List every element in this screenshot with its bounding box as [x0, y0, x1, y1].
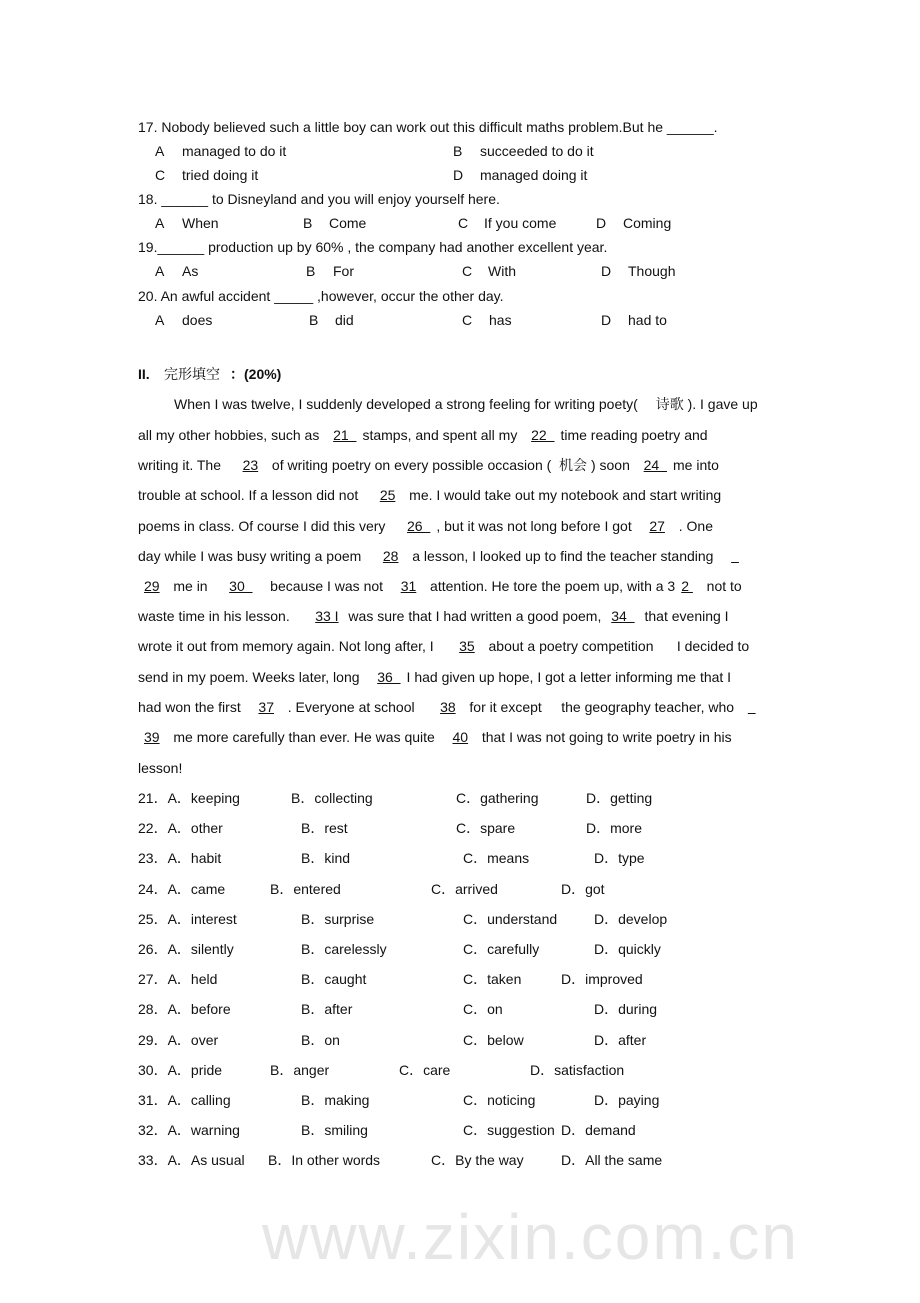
passage-text: attention. He tore the poem up, with a 3: [422, 578, 676, 594]
blank-cont: [725, 548, 745, 564]
blank-26: 26: [407, 518, 431, 534]
answer-option: D．during: [594, 1001, 658, 1018]
answer-option: D．All the same: [561, 1152, 663, 1169]
answer-option: D．paying: [594, 1092, 660, 1108]
passage-text: waste time in his lesson.: [138, 608, 310, 624]
passage-line: [138, 637, 749, 655]
answer-option: C．spare: [456, 820, 516, 837]
option-letter: A: [155, 215, 165, 231]
blank-37: 37: [258, 699, 274, 715]
option-letter: A: [155, 143, 165, 159]
blank-23: 23: [242, 457, 259, 473]
passage-text: send in my poem. Weeks later, long: [138, 669, 372, 685]
option-text: managed to do it: [182, 143, 287, 159]
option-text: did: [335, 312, 354, 328]
passage-text: me. I would take out my notebook and start writing: [401, 487, 722, 503]
blank-35: 35: [459, 638, 475, 654]
passage-line: [138, 759, 182, 777]
passage-text: for it except the geography teacher, who: [461, 699, 742, 715]
passage-text: that evening I: [640, 608, 729, 624]
answer-option: D．develop: [594, 910, 668, 927]
question-stem: 18. ______ to Disneyland and you will enjoy yourself here.: [138, 191, 500, 207]
blank-36: 36: [377, 669, 401, 685]
blank-24: 24: [643, 457, 667, 473]
answer-item: 31．A．calling: [138, 1092, 231, 1108]
answer-option: D．improved: [561, 971, 643, 988]
answer-option: B．rest: [301, 820, 348, 837]
blank-39: 39: [144, 729, 160, 745]
answer-option: D．after: [594, 1031, 647, 1048]
answer-option: C．taken: [463, 971, 522, 988]
option-letter: B: [306, 263, 316, 279]
option-letter: C: [462, 312, 473, 328]
question-stem: 20. An awful accident _____ ,however, occur the other day.: [138, 288, 504, 304]
option-letter: D: [601, 312, 612, 328]
option-text: does: [182, 312, 213, 328]
section-score: ：(20%): [230, 366, 282, 382]
passage-text: lesson!: [138, 760, 183, 776]
blank-33 I: 33 I: [315, 608, 339, 624]
option-letter: D: [453, 167, 464, 183]
option-letter: A: [155, 263, 165, 279]
answer-option: C．By the way: [431, 1152, 524, 1169]
answer-item: 21．A．keeping: [138, 790, 240, 806]
answer-option: B．collecting: [291, 790, 373, 806]
blank-34: 34: [611, 608, 635, 624]
passage-text: writing it. The: [138, 457, 237, 473]
option-text: tried doing it: [182, 167, 259, 183]
passage-line: [174, 395, 758, 413]
answer-option: D．getting: [586, 790, 653, 806]
option-text: With: [488, 263, 516, 279]
option-text: Come: [329, 215, 367, 231]
passage-text: all my other hobbies, such as: [138, 427, 328, 443]
blank-cont: [742, 699, 762, 715]
passage-text: , but it was not long before I got: [436, 518, 644, 534]
option-letter: C: [462, 263, 473, 279]
section-title: 完形填空: [164, 366, 220, 382]
answer-option: C．suggestion: [463, 1122, 555, 1139]
answer-option: B．surprise: [301, 910, 375, 927]
passage-text: about a poetry competition I decided to: [480, 638, 750, 654]
answer-item: 26．A．silently: [138, 941, 234, 957]
answer-item: 33．A．As usual: [138, 1152, 245, 1169]
answer-option: D．type: [594, 850, 645, 867]
option-text: had to: [628, 312, 667, 328]
passage-text: day while I was busy writing a poem: [138, 548, 377, 564]
answer-option: D．satisfaction: [530, 1061, 625, 1078]
option-text: For: [333, 263, 354, 279]
passage-line: [138, 426, 708, 444]
answer-item: 28．A．before: [138, 1001, 231, 1018]
passage-text: . One: [670, 518, 713, 534]
passage-text: had won the first: [138, 699, 253, 715]
passage-text: I had given up hope, I got a letter informing me that I: [406, 669, 732, 685]
answer-option: C．carefully: [463, 941, 540, 957]
option-letter: D: [601, 263, 612, 279]
answer-item: 32．A．warning: [138, 1122, 240, 1139]
blank-31: 31: [400, 578, 417, 594]
option-text: As: [182, 263, 199, 279]
passage-text: me more carefully than ever. He was quite: [165, 729, 447, 745]
option-letter: B: [309, 312, 319, 328]
section-number: II.: [138, 366, 150, 382]
passage-text: . Everyone at school: [279, 699, 435, 715]
passage-text: me in: [165, 578, 224, 594]
answer-item: 27．A．held: [138, 971, 218, 988]
passage-line: [138, 607, 729, 625]
answer-option: C．on: [463, 1001, 503, 1018]
question-stem: 19.______ production up by 60% , the company had another excellent year.: [138, 239, 608, 255]
answer-item: 29．A．over: [138, 1031, 219, 1048]
answer-option: B．caught: [301, 971, 367, 988]
passage-text: wrote it out from memory again. Not long after, I: [138, 638, 454, 654]
answer-option: B．smiling: [301, 1122, 368, 1139]
blank-28: 28: [382, 548, 399, 564]
passage-line: [138, 577, 742, 595]
watermark: www.zixin.com.cn: [262, 1201, 799, 1273]
option-letter: A: [155, 312, 165, 328]
answer-option: B．kind: [301, 850, 351, 867]
option-text: managed doing it: [480, 167, 588, 183]
blank-25: 25: [379, 487, 396, 503]
passage-text: was sure that I had written a good poem,: [344, 608, 606, 624]
answer-option: C．arrived: [431, 880, 498, 897]
blank-2: 2: [681, 578, 693, 594]
passage-line: [138, 668, 731, 686]
answer-option: B．making: [301, 1092, 370, 1108]
blank-38: 38: [440, 699, 456, 715]
answer-option: B．after: [301, 1001, 353, 1018]
option-letter: C: [458, 215, 469, 231]
passage-text: that I was not going to write poetry in his: [474, 729, 732, 745]
passage-line: [138, 547, 745, 565]
answer-option: D．demand: [561, 1122, 636, 1139]
answer-option: C．understand: [463, 910, 558, 927]
passage-text: poems in class. Of course I did this very: [138, 518, 401, 534]
answer-item: 25．A．interest: [138, 910, 237, 927]
passage-text: me into: [673, 457, 719, 473]
passage-text: because I was not: [258, 578, 395, 594]
passage-line: [138, 517, 713, 535]
option-letter: C: [155, 167, 166, 183]
blank-29: 29: [144, 578, 160, 594]
option-text: If you come: [484, 215, 557, 231]
answer-option: C．gathering: [456, 790, 539, 806]
passage-text: not to: [698, 578, 742, 594]
answer-option: C．below: [463, 1031, 524, 1048]
answer-option: B．In other words: [268, 1152, 381, 1169]
passage-line: [138, 728, 732, 746]
passage-line: [138, 698, 762, 716]
answer-item: 22．A．other: [138, 820, 223, 837]
blank-22: 22: [531, 427, 555, 443]
option-letter: B: [303, 215, 313, 231]
passage-text: stamps, and spent all my: [362, 427, 526, 443]
passage-text: a lesson, I looked up to find the teacher standing: [404, 548, 726, 564]
answer-option: C．care: [399, 1061, 451, 1078]
option-text: Though: [628, 263, 676, 279]
answer-option: B．on: [301, 1031, 340, 1048]
passage-text: trouble at school. If a lesson did not: [138, 487, 374, 503]
answer-item: 30．A．pride: [138, 1061, 223, 1078]
question-stem: 17. Nobody believed such a little boy can work out this difficult maths problem.But he ______.: [138, 119, 718, 135]
option-text: Coming: [623, 215, 672, 231]
option-text: succeeded to do it: [480, 143, 594, 159]
answer-option: B．entered: [270, 880, 341, 897]
blank-27: 27: [649, 518, 665, 534]
answer-option: D．got: [561, 880, 605, 897]
answer-option: D．more: [586, 820, 643, 837]
answer-option: B．carelessly: [301, 941, 387, 957]
passage-line: [138, 486, 721, 504]
passage-text: When I was twelve, I suddenly developed a strong feeling for writing poety( 诗歌 ). I gave up: [174, 396, 758, 412]
blank-21: 21: [333, 427, 357, 443]
answer-option: C．means: [463, 850, 530, 867]
option-text: has: [489, 312, 512, 328]
passage-text: of writing poetry on every possible occasion ( 机会 ) soon: [264, 457, 638, 473]
passage-line: [138, 456, 719, 474]
option-text: When: [182, 215, 219, 231]
option-letter: D: [596, 215, 607, 231]
answer-item: 24．A．came: [138, 880, 226, 897]
answer-option: B．anger: [270, 1061, 330, 1078]
passage-text: time reading poetry and: [560, 427, 708, 443]
answer-option: C．noticing: [463, 1092, 536, 1108]
option-letter: B: [453, 143, 463, 159]
blank-40: 40: [452, 729, 469, 745]
blank-30: 30: [229, 578, 253, 594]
answer-item: 23．A．habit: [138, 850, 222, 867]
answer-option: D．quickly: [594, 941, 661, 957]
